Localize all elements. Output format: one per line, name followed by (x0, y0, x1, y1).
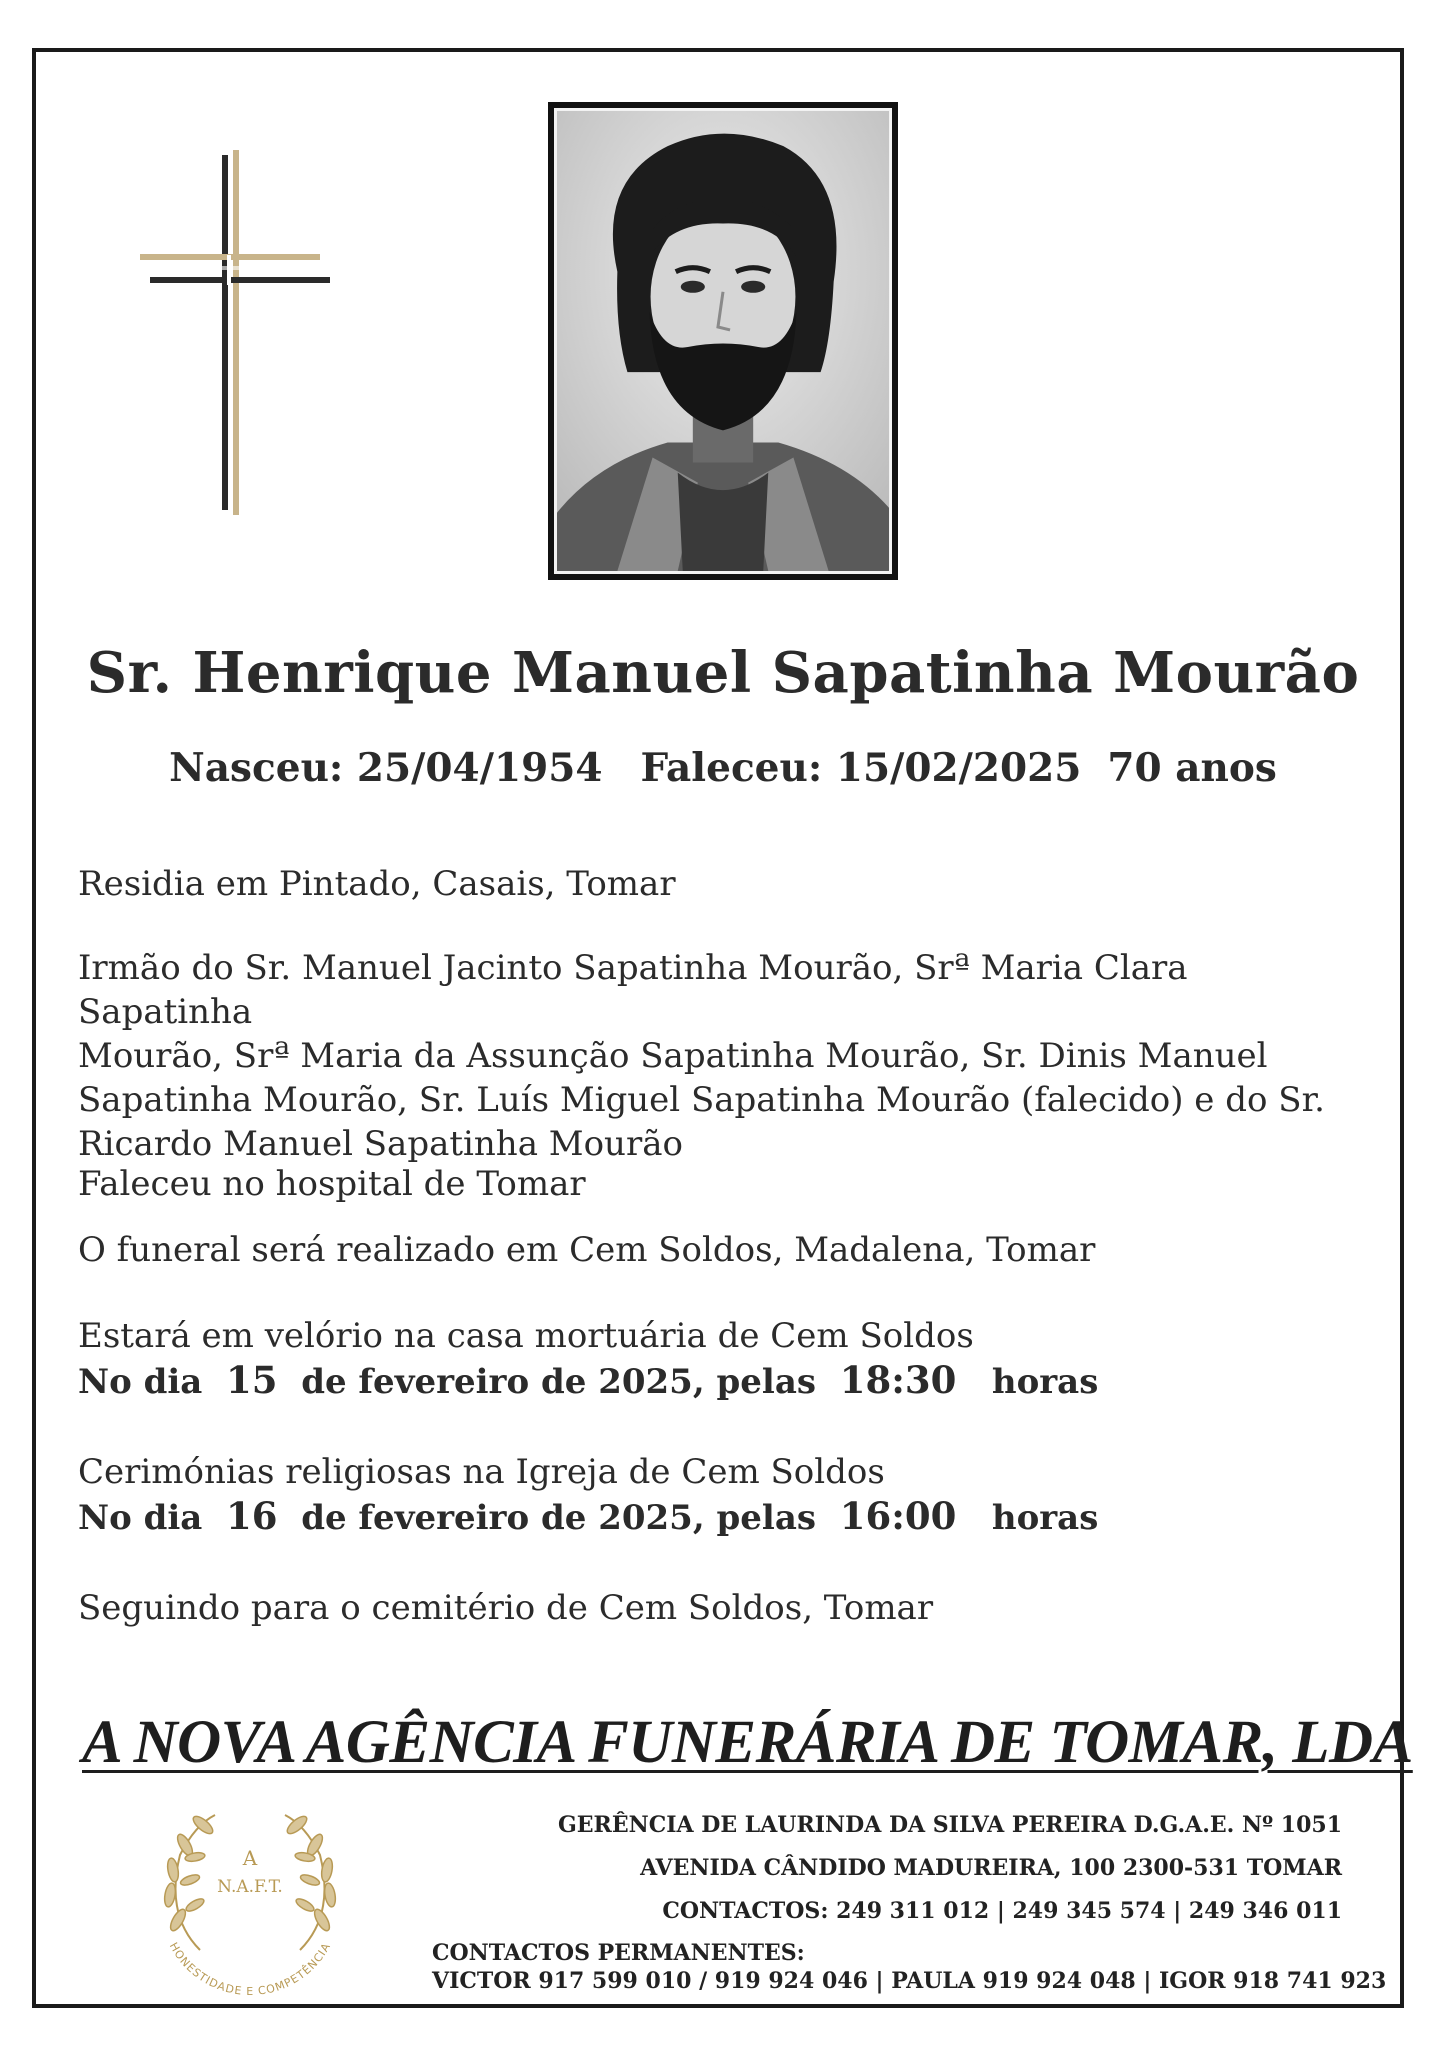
portrait-photo (554, 108, 892, 574)
family-line: Irmão do Sr. Manuel Jacinto Sapatinha Mourão, Srª Maria Clara Sapatinha (78, 948, 1188, 1032)
agency-management: GERÊNCIA DE LAURINDA DA SILVA PEREIRA D.G.A.E. Nº 1051 (558, 1812, 1342, 1838)
death-place-text: Faleceu no hospital de Tomar (78, 1164, 586, 1204)
family-line: Mourão, Srª Maria da Assunção Sapatinha Mourão, Sr. Dinis Manuel (78, 1036, 1268, 1076)
ceremony-prefix: No dia (78, 1498, 203, 1538)
portrait-frame (548, 102, 898, 580)
funeral-text: O funeral será realizado em Cem Soldos, Madalena, Tomar (78, 1230, 1096, 1270)
wake-date: de fevereiro de 2025, pelas (301, 1362, 817, 1402)
dates-line (0, 745, 1446, 791)
family-paragraph (78, 946, 1338, 1166)
agency-contacts: CONTACTOS: 249 311 012 | 249 345 574 | 249 346 011 (662, 1898, 1342, 1924)
ceremony-text: Cerimónias religiosas na Igreja de Cem Soldos (78, 1452, 885, 1492)
deceased-name: Sr. Henrique Manuel Sapatinha Mourão (86, 640, 1360, 706)
ceremony-date: de fevereiro de 2025, pelas (301, 1498, 817, 1538)
permanent-contacts: VICTOR 917 599 010 / 919 924 046 | PAULA 919 924 048 | IGOR 918 741 923 (432, 1968, 1387, 1994)
wake-suffix: horas (991, 1362, 1099, 1402)
naft-laurel-logo (140, 1795, 360, 2005)
residence-text: Residia em Pintado, Casais, Tomar (78, 864, 676, 904)
birth-date: Nasceu: 25/04/1954 (169, 745, 603, 791)
burial-text: Seguindo para o cemitério de Cem Soldos, Tomar (78, 1588, 934, 1628)
agency-name: A NOVA AGÊNCIA FUNERÁRIA DE TOMAR, LDA (82, 1709, 1413, 1776)
ceremony-datetime (78, 1494, 1338, 1540)
svg-text:HONESTIDADE E COMPETÊNCIA (167, 1940, 334, 1998)
ceremony-time: 16:00 (839, 1494, 957, 1538)
death-date: Faleceu: 15/02/2025 (640, 745, 1082, 791)
agency-address: AVENIDA CÂNDIDO MADUREIRA, 100 2300-531 TOMAR (640, 1855, 1342, 1881)
wake-day: 15 (226, 1358, 278, 1402)
permanent-contacts-title: CONTACTOS PERMANENTES: (432, 1940, 805, 1966)
logo-acronym: N.A.F.T. (217, 1877, 283, 1897)
age: 70 anos (1107, 745, 1277, 791)
ceremony-suffix: horas (991, 1498, 1099, 1538)
cross-icon (140, 150, 330, 520)
wake-prefix: No dia (78, 1362, 203, 1402)
logo-letter: A (242, 1846, 258, 1870)
ceremony-section (78, 1450, 1338, 1540)
ceremony-day: 16 (226, 1494, 278, 1538)
family-line: Ricardo Manuel Sapatinha Mourão (78, 1124, 683, 1164)
wake-time: 18:30 (839, 1358, 957, 1402)
wake-section (78, 1314, 1338, 1404)
wake-datetime (78, 1358, 1338, 1404)
wake-text: Estará em velório na casa mortuária de Cem Soldos (78, 1316, 974, 1356)
family-line: Sapatinha Mourão, Sr. Luís Miguel Sapatinha Mourão (falecido) e do Sr. (78, 1080, 1325, 1120)
logo-motto: HONESTIDADE E COMPETÊNCIA (166, 1940, 334, 1999)
